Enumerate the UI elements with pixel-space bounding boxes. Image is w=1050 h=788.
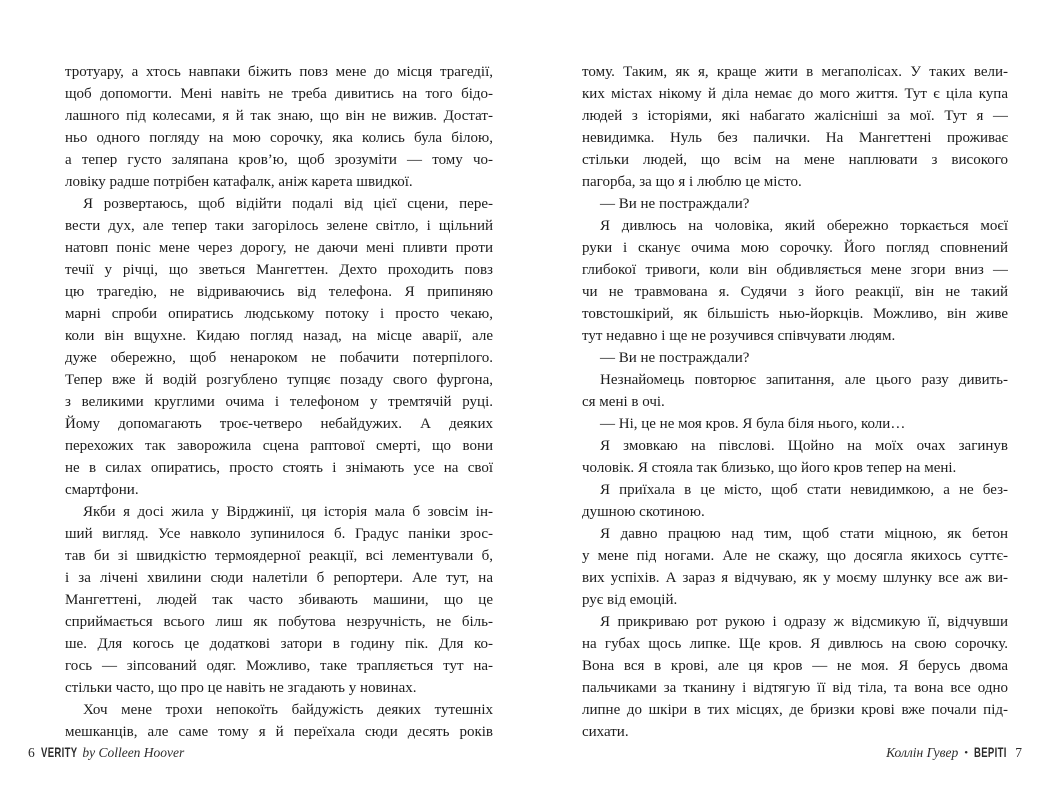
text-line: Я давно працюю над тим, щоб стати міцною, як бетон: [600, 526, 1008, 542]
text-line: ких містах нікому й діла немає до мого життя. Тут є ціла купа: [582, 86, 1008, 102]
text-line: сприймається всього лиш як побутова незручність, не біль-: [65, 614, 493, 630]
text-line: ловіку радше потрібен катафалк, аніж карета швидкої.: [65, 174, 413, 190]
text-line: у мене під ногами. Але не скажу, що досягла якихось суттє-: [582, 548, 1008, 564]
text-line: — Ви не постраждали?: [600, 196, 750, 212]
text-line: руки і сканує очима мою сорочку. Його погляд сповнений: [582, 240, 1008, 256]
text-line: — Ні, це не моя кров. Я була біля нього, коли…: [600, 416, 906, 432]
text-line: цю трагедію, не відриваючись від телефона. Я припиняю: [65, 284, 493, 300]
text-line: дуже обережно, щоб ненароком не побачити потерпілого.: [65, 350, 493, 366]
running-title-left: VERITY: [40, 744, 78, 760]
text-line: вих успіхів. А зараз я відчуваю, як у моєму шлунку все аж ви-: [582, 570, 1008, 586]
text-line: Вона вся в крові, але ця кров — не моя. Я берусь двома: [582, 658, 1008, 674]
text-line: глибокої тривоги, коли він обдивляється мене згори вниз —: [582, 262, 1008, 278]
text-line: ший вигляд. Усе навколо зупинилося б. Градус паніки зрос-: [65, 526, 493, 542]
text-line: чи не травмована я. Судячи з його реакції, він не такий: [582, 284, 1008, 300]
text-line: товстошкірий, як більшість нью-йоркців. Можливо, він живе: [582, 306, 1008, 322]
text-line: Йому допомагають троє-четверо небайдужих. А деяких: [65, 416, 493, 432]
running-title-right: ВЕРІТІ: [974, 744, 1007, 760]
text-line: мешканців, але саме тому я й переїхала сюди десять років: [65, 724, 493, 740]
text-line: Я змовкаю на півслові. Щойно на моїх очах загинув: [600, 438, 1008, 454]
text-line: а тепер густо заляпана кров’ю, щоб зрозуміти — тому чо-: [65, 152, 493, 168]
text-line: не в силах опиратись, просто стоять і знімають усе на свої: [65, 460, 493, 476]
page-number-right: 7: [1015, 745, 1022, 760]
text-line: Я дивлюсь на чоловіка, який обережно торкається моєї: [600, 218, 1008, 234]
text-line: щоб допомогти. Мені навіть не треба дивитись на того бідо-: [65, 86, 493, 102]
footer-left: [28, 744, 184, 761]
text-line: душною скотиною.: [582, 504, 705, 520]
text-line: чоловік. Я стояла так близько, що його кров тепер на мені.: [582, 460, 957, 476]
text-line: рує від емоцій.: [582, 592, 678, 608]
text-line: ся мені в очі.: [582, 394, 665, 410]
text-line: тротуару, а хтось навпаки біжить повз мене до місця трагедії,: [65, 64, 493, 80]
text-line: Незнайомець повторює запитання, але цього разу дивить-: [600, 372, 1008, 388]
page-right-text-block: [582, 61, 1008, 743]
text-line: лашного під колесами, я й так знаю, що він не вижив. Достат-: [65, 108, 493, 124]
text-line: вести дух, але тепер таки загорілось зелене світло, і щільний: [65, 218, 493, 234]
text-line: Я розвертаюсь, щоб відійти подалі від цієї сцени, пере-: [83, 196, 493, 212]
text-line: гось — зіпсований одяг. Можливо, таке трапляється тут на-: [65, 658, 493, 674]
text-line: Якби я досі жила у Вірджинії, ця історія мала б зовсім ін-: [83, 504, 493, 520]
text-line: стільки часто, що про це навіть не згадають у новинах.: [65, 680, 417, 696]
text-line: Я приїхала в це місто, щоб стати невидимкою, а не без-: [600, 482, 1008, 498]
footer-right: [886, 744, 1022, 761]
text-line: тому. Таким, як я, краще жити в мегаполісах. У таких вели-: [582, 64, 1008, 80]
text-line: перехожих так заворожила сцена раптової смерті, що вони: [65, 438, 493, 454]
text-line: коли він вщухне. Кидаю погляд назад, на місце аварії, але: [65, 328, 493, 344]
text-line: невидимка. Нуль без палички. На Мангеттені проживає: [582, 130, 1008, 146]
running-byline-left: by Colleen Hoover: [82, 745, 185, 760]
text-line: сихати.: [582, 724, 629, 740]
text-line: і за лічені хвилини сюди налетіли б репортери. Але тут, на: [65, 570, 493, 586]
text-line: марні спроби опиратись людському потоку і просто чекаю,: [65, 306, 493, 322]
text-line: натовп поніс мене через дорогу, не даючи мені пливти проти: [65, 240, 493, 256]
text-line: ньо одного погляду на мою сорочку, яка колись була білою,: [65, 130, 493, 146]
text-line: тав би зі швидкістю термоядерної реакції, всі лементували б,: [65, 548, 493, 564]
separator-dot: •: [964, 747, 969, 759]
page-left-text-block: [65, 61, 493, 743]
text-line: — Ви не постраждали?: [600, 350, 750, 366]
page-number-left: 6: [28, 745, 35, 760]
text-line: Я прикриваю рот рукою і одразу ж відсмикую її, відчувши: [600, 614, 1008, 630]
text-line: Хоч мене трохи непокоїть байдужість деяких тутешніх: [83, 702, 493, 718]
text-line: людей з історіями, які набагато жалісніші за мої. Тут я —: [582, 108, 1008, 124]
text-line: стільки людей, що всім на мене наплювати з високого: [582, 152, 1008, 168]
text-line: тут недавно і ще не розучився співчувати людям.: [582, 328, 896, 344]
text-line: з великими круглими очима і телефоном у тремтячій руці.: [65, 394, 493, 410]
text-line: течії у річці, що зветься Мангеттен. Дехто проходить повз: [65, 262, 493, 278]
text-line: на губах щось липке. Ще кров. Я дивлюсь на свою сорочку.: [582, 636, 1008, 652]
text-line: пагорба, за що я і люблю це місто.: [582, 174, 802, 190]
text-line: Мангеттені, людей так часто збивають машини, що це: [65, 592, 493, 608]
text-line: Тепер вже й водій розгублено тупцяє позаду свого фургона,: [65, 372, 493, 388]
text-line: смартфони.: [65, 482, 139, 498]
text-line: ше. Для когось це додаткові затори в годину пік. Для ко-: [65, 636, 493, 652]
text-line: пальчиками за тканину і відтягую її від тіла, та вона все одно: [582, 680, 1008, 696]
running-author-right: Коллін Гувер: [886, 745, 959, 760]
text-line: липне до шкіри в тих місцях, де бризки крові вже почали під-: [582, 702, 1008, 718]
